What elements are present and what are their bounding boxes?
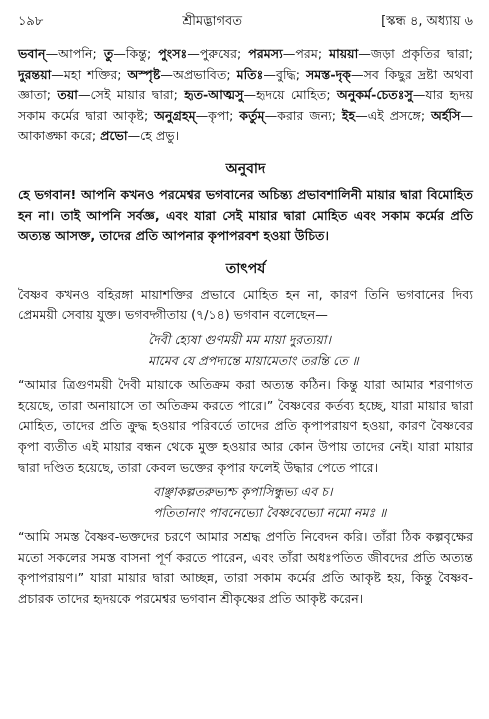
synonym-term: পুংসঃ bbox=[158, 46, 188, 61]
synonym-meaning: —আপনি; bbox=[45, 46, 104, 61]
synonym-term: হৃত-আত্মসু bbox=[184, 87, 244, 103]
synonym-term: পরমস্য bbox=[248, 46, 283, 61]
verse-line: পতিতানাং পাবনেভ্যো বৈষ্ণবেভ্যো নমো নমঃ ॥ bbox=[153, 504, 387, 520]
synonym-meaning: —মহা শক্তির; bbox=[51, 66, 128, 82]
synonym-meaning: —করার জন্য; bbox=[264, 107, 342, 123]
synonym-meaning: —সেই মায়ার দ্বারা; bbox=[77, 87, 185, 103]
synonym-meaning: —অপ্রভাবিত; bbox=[160, 66, 237, 82]
synonym-term: অস্পৃষ্ট bbox=[127, 66, 161, 82]
synonym-meaning: —জড়া প্রকৃতির দ্বারা; bbox=[358, 46, 473, 61]
synonym-term: সমস্ত-দৃক্ bbox=[305, 66, 351, 82]
synonym-meaning: —কিন্তু; bbox=[113, 46, 159, 61]
translation-text: হে ভগবান! আপনি কখনও পরমেশ্বর ভগবানের অচিন্ত্য প্রভাবশালিনী মায়ার দ্বারা বিমোহিত হন না। তাই আপনি সর্বজ্ঞ, এবং যারা সেই মায়ার দ্বারা মোহিত এবং সকাম কর্মের প্রতি অত্যন্ত আসক্ত, তাদের প্রতি আপনার কৃপাপরবশ হওয়া উচিত। bbox=[18, 186, 473, 244]
synonym-meaning: —যার হৃদয় সকাম কর্মের দ্বারা আকৃষ্ট; bbox=[18, 87, 473, 123]
synonym-meaning: —হৃদয়ে মোহিত; bbox=[243, 87, 337, 103]
verse-line: বাঞ্ছাকল্পতরুভ্যশ্চ কৃপাসিন্ধুভ্য এব চ। bbox=[153, 484, 333, 500]
synonym-term: ভবান্ bbox=[18, 46, 46, 61]
synonym-term: অনুকর্ম-চেতঃসু bbox=[336, 87, 413, 103]
translation-title: অনুবাদ bbox=[225, 160, 266, 177]
section-reference: [স্কন্ধ ৪, অধ্যায় ৬ bbox=[381, 14, 473, 29]
synonym-term: দুরন্তয়া bbox=[18, 66, 52, 82]
synonym-meaning: —সব কিছুর দ্রষ্টা অথবা জ্ঞাতা; bbox=[18, 66, 473, 103]
synonym-term: মতিঃ bbox=[236, 66, 264, 82]
synonym-meaning: —পরম; bbox=[282, 46, 330, 61]
synonym-term: মায়য়া bbox=[329, 46, 359, 61]
running-head bbox=[18, 12, 473, 34]
synonym-meaning: —বুদ্ধি; bbox=[263, 66, 306, 82]
synonym-term: অনুগ্রহম্ bbox=[154, 107, 196, 123]
synonym-meaning: —এই প্রসঙ্গে; bbox=[355, 107, 431, 123]
purport-paragraph: “আমি সমস্ত বৈষ্ণব-ভক্তদের চরণে আমার সশ্রদ্ধ প্রণতি নিবেদন করি। তাঁরা ঠিক কল্পবৃক্ষের মতো সকলের সমস্ত বাসনা পূর্ণ করতে পারেন, এবং তাঁরা অধঃপতিত জীবদের প্রতি অত্যন্ত কৃপাপরায়ণ।” যারা মায়ার দ্বারা আচ্ছন্ন, তারা সকাম কর্মের প্রতি আকৃষ্ট হয়, কিন্তু বৈষ্ণব-প্রচারক তাদের হৃদয়কে পরমেশ্বর ভগবান শ্রীকৃষ্ণের প্রতি আকৃষ্ট করেন। bbox=[18, 529, 473, 607]
synonym-term: ইহ bbox=[341, 107, 356, 123]
synonyms-block bbox=[18, 44, 473, 147]
verse-line: মামেব যে প্রপদ্যন্তে মায়ামেতাং তরন্তি তে ॥ bbox=[148, 352, 359, 368]
book-title: শ্রীমদ্ভাগবত bbox=[182, 14, 242, 29]
verse-quote bbox=[153, 482, 473, 523]
verse-line: দৈবী হ্যেষা গুণময়ী মম মায়া দুরত্যয়া। bbox=[148, 331, 332, 347]
synonym-term: তয়া bbox=[57, 87, 78, 103]
purport-paragraph: “আমার ত্রিগুণময়ী দৈবী মায়াকে অতিক্রম করা অত্যন্ত কঠিন। কিন্তু যারা আমার শরণাগত হয়েছে, তারা অনায়াসে তা অতিক্রম করতে পারে।” বৈষ্ণবের কর্তব্য হচ্ছে, যারা মায়ার দ্বারা মোহিত, তাদের প্রতি ক্রুদ্ধ হওয়ার পরিবর্তে তাদের প্রতি কৃপাপরায়ণ হওয়া, কারণ বৈষ্ণবের কৃপা ব্যতীত এই মায়ার বন্ধন থেকে মুক্ত হওয়ার আর কোন উপায় তাদের নেই। যারা মায়ার দ্বারা দণ্ডিত হয়েছে, তারা কেবল ভক্তের কৃপার ফলেই উদ্ধার পেতে পারে। bbox=[18, 377, 473, 475]
synonym-term: অর্হসি bbox=[430, 107, 461, 123]
synonym-term: তু bbox=[103, 46, 114, 61]
synonym-meaning: —আকাঙ্ক্ষা করে; bbox=[18, 107, 473, 144]
verse-quote bbox=[148, 330, 473, 371]
synonym-meaning: —কৃপা; bbox=[195, 107, 240, 123]
synonym-term: কর্তুম্ bbox=[239, 107, 265, 123]
purport-title: তাৎপর্য bbox=[225, 260, 266, 277]
synonym-meaning: —পুরুষের; bbox=[187, 46, 249, 61]
synonym-meaning: —হে প্রভু। bbox=[127, 128, 180, 144]
purport-paragraph: বৈষ্ণব কখনও বহিরঙ্গা মায়াশক্তির প্রভাবে মোহিত হন না, কারণ তিনি ভগবানের দিব্য প্রেমময়ী সেবায় যুক্ত। ভগবদ্গীতায় (৭/১৪) ভগবান বলেছেন— bbox=[18, 286, 473, 323]
synonym-term: প্রভো bbox=[100, 128, 128, 144]
page-number: ১৯৮ bbox=[18, 14, 44, 29]
